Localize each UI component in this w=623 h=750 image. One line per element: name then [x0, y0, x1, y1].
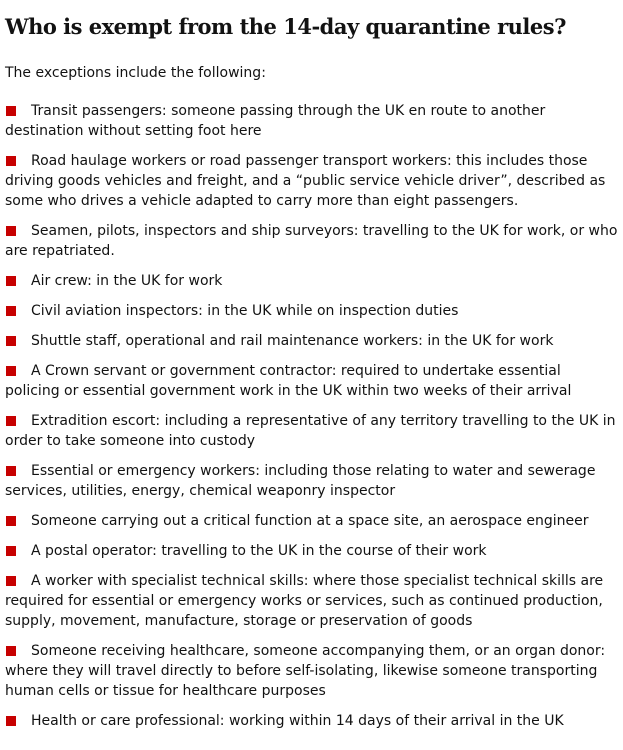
list-item-text: A Crown servant or government contractor: required to undertake essential policing or essential government work in the UK within two weeks of their arrival	[5, 363, 572, 399]
square-bullet-icon	[6, 716, 16, 726]
square-bullet-icon	[6, 516, 16, 526]
square-bullet-icon	[6, 646, 16, 656]
square-bullet-icon	[6, 276, 16, 286]
square-bullet-icon	[6, 546, 16, 556]
list-item-text: Shuttle staff, operational and rail maintenance workers: in the UK for work	[31, 333, 554, 349]
list-item	[5, 511, 619, 531]
list-item	[5, 541, 619, 561]
list-item-text: Someone receiving healthcare, someone accompanying them, or an organ donor: where they will travel directly to before self-isolating, likewise someone transporting human cells or tissue for healthcare purposes	[5, 643, 606, 699]
list-item-text: A worker with specialist technical skills: where those specialist technical skills are required for essential or emergency works or services, such as continued production, supply, movement, manufacture, storage or preservation of goods	[5, 573, 604, 629]
list-item	[5, 331, 619, 351]
list-item-text: Health or care professional: working within 14 days of their arrival in the UK	[31, 713, 564, 729]
square-bullet-icon	[6, 366, 16, 376]
list-item	[5, 101, 619, 141]
list-item	[5, 641, 619, 701]
list-item	[5, 711, 619, 731]
list-item-text: Someone carrying out a critical function at a space site, an aerospace engineer	[31, 513, 589, 529]
list-item	[5, 361, 619, 401]
square-bullet-icon	[6, 156, 16, 166]
exemptions-list	[5, 101, 619, 731]
list-item	[5, 411, 619, 451]
square-bullet-icon	[6, 576, 16, 586]
article-headline: Who is exempt from the 14-day quarantine rules?	[5, 14, 566, 39]
list-item-text: Extradition escort: including a representative of any territory travelling to the UK in order to take someone into custody	[5, 413, 616, 449]
square-bullet-icon	[6, 466, 16, 476]
list-item	[5, 151, 619, 211]
square-bullet-icon	[6, 226, 16, 236]
square-bullet-icon	[6, 416, 16, 426]
square-bullet-icon	[6, 106, 16, 116]
list-item-text: A postal operator: travelling to the UK in the course of their work	[31, 543, 487, 559]
intro-text: The exceptions include the following:	[5, 65, 266, 81]
list-item-text: Civil aviation inspectors: in the UK while on inspection duties	[31, 303, 459, 319]
list-item-text: Air crew: in the UK for work	[31, 273, 223, 289]
list-item	[5, 221, 619, 261]
list-item-text: Road haulage workers or road passenger transport workers: this includes those driving goods vehicles and freight, and a “public service vehicle driver”, described as some who drives a vehicle adapted to carry more than eight passengers.	[5, 153, 606, 209]
list-item-text: Essential or emergency workers: including those relating to water and sewerage services, utilities, energy, chemical weaponry inspector	[5, 463, 596, 499]
square-bullet-icon	[6, 336, 16, 346]
list-item-text: Seamen, pilots, inspectors and ship surveyors: travelling to the UK for work, or who are repatriated.	[5, 223, 618, 259]
list-item	[5, 571, 619, 631]
list-item	[5, 461, 619, 501]
list-item-text: Transit passengers: someone passing through the UK en route to another destination without setting foot here	[5, 103, 546, 139]
list-item	[5, 271, 619, 291]
list-item	[5, 301, 619, 321]
square-bullet-icon	[6, 306, 16, 316]
article-body	[5, 0, 619, 731]
